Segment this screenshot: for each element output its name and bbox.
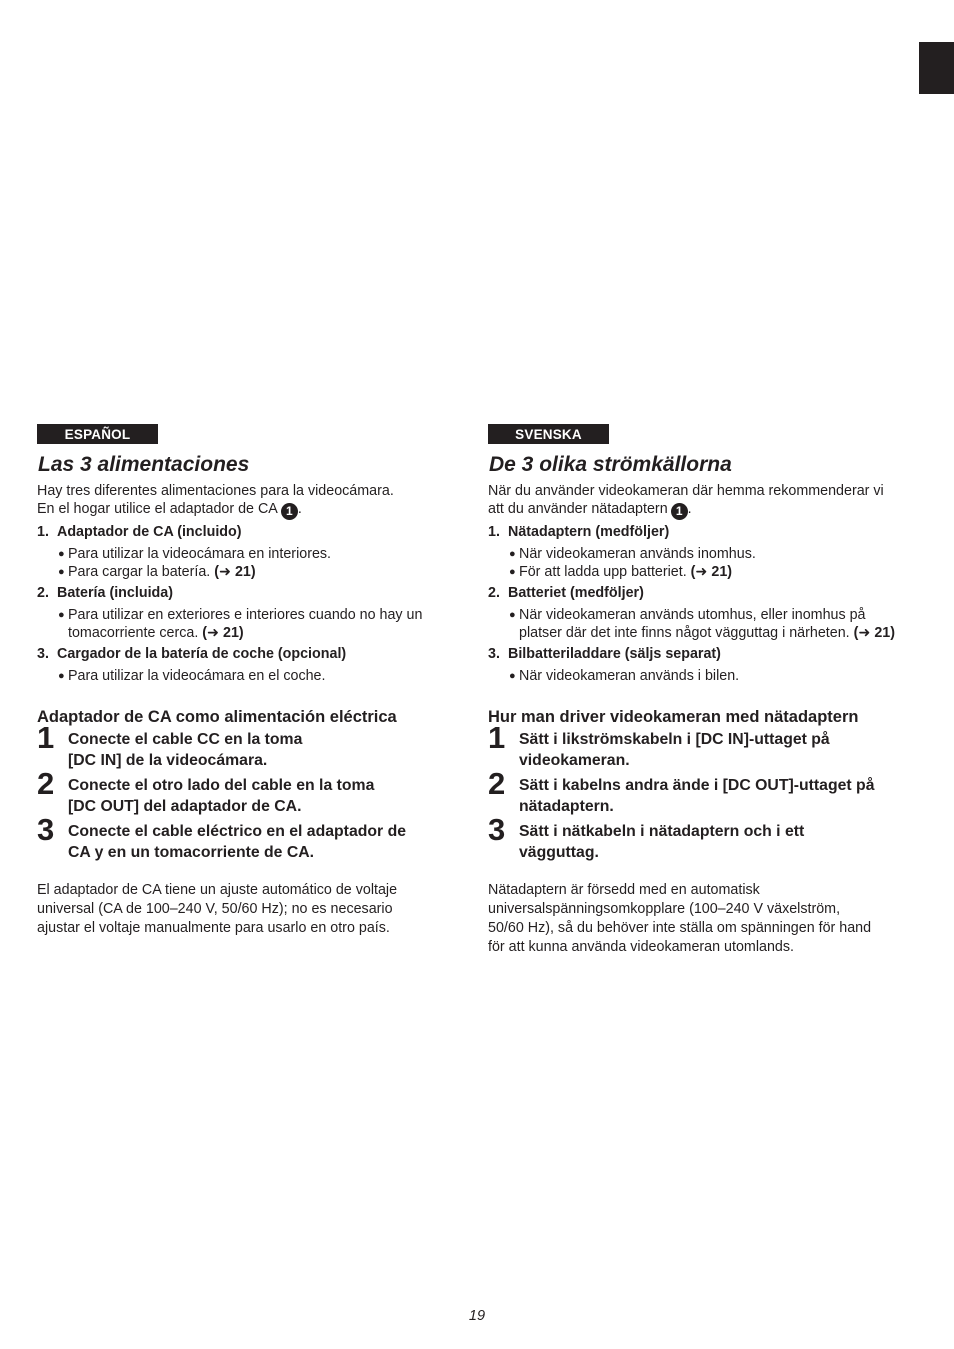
bullet-text: Para utilizar en exteriores e interiores cuando no hay un tomacorriente cerca.	[68, 607, 423, 641]
item-heading	[488, 523, 908, 541]
note-line: ajustar el voltaje manualmente para usarlo en otro país.	[37, 920, 390, 936]
note-line: för att kunna använda videokameran utomlands.	[488, 939, 794, 955]
note-paragraph	[488, 881, 908, 957]
note-line: 50/60 Hz), så du behöver inte ställa om spänningen för hand	[488, 920, 872, 936]
power-source-list	[37, 523, 457, 685]
step-number: 3	[488, 812, 506, 847]
section-title: Las 3 alimentaciones	[38, 453, 250, 476]
item-number: 3.	[488, 646, 500, 662]
bullet-dot-icon: ●	[509, 609, 516, 621]
step-line: videokameran.	[519, 751, 630, 769]
bullet-list	[37, 667, 457, 685]
list-item	[37, 645, 457, 685]
step-item	[37, 720, 457, 771]
item-heading	[488, 584, 908, 602]
bullet-item	[488, 545, 908, 563]
step-number: 1	[488, 720, 506, 755]
step-line: nätadaptern.	[519, 797, 614, 815]
bullet-dot-icon: ●	[509, 670, 516, 682]
language-badge: ESPAÑOL	[37, 424, 158, 444]
bullet-item	[37, 606, 457, 642]
bullet-text: När videokameran används inomhus.	[519, 546, 756, 562]
bullet-text: Para cargar la batería.	[68, 564, 215, 580]
step-line: Conecte el otro lado del cable en la toma	[68, 777, 375, 794]
bullet-text: När videokameran används utomhus, eller inomhus på platser där det inte finns något vägguttag i närheten.	[519, 607, 866, 641]
intro-line-text: att du använder nätadaptern	[488, 501, 668, 517]
step-item	[37, 766, 457, 817]
item-heading	[37, 584, 457, 602]
item-title: Nätadaptern (medföljer)	[508, 524, 670, 540]
bullet-list	[37, 545, 457, 581]
bullet-list	[488, 606, 908, 642]
item-heading	[488, 645, 908, 663]
step-line: [DC OUT] del adaptador de CA.	[68, 797, 302, 815]
bullet-list	[488, 545, 908, 581]
step-line: Sätt i likströmskabeln i [DC IN]-uttaget på	[519, 731, 830, 748]
steps-list	[37, 720, 457, 863]
item-title: Cargador de la batería de coche (opcional)	[57, 646, 347, 662]
item-heading	[37, 645, 457, 663]
step-number: 2	[37, 766, 55, 801]
step-item	[488, 720, 908, 771]
bullet-item	[488, 563, 908, 581]
list-item	[488, 523, 908, 581]
bullet-dot-icon: ●	[58, 670, 65, 682]
note-line: Nätadaptern är försedd med en automatisk	[488, 882, 760, 898]
language-badge: SVENSKA	[488, 424, 609, 444]
step-line: Conecte el cable eléctrico en el adaptador de	[68, 823, 406, 840]
page-reference: (➜ 21)	[690, 564, 733, 580]
note-line: El adaptador de CA tiene un ajuste automático de voltaje	[37, 882, 398, 898]
step-item	[37, 812, 457, 863]
item-number: 3.	[37, 646, 49, 662]
bullet-dot-icon: ●	[509, 548, 516, 560]
step-line: Conecte el cable CC en la toma	[68, 731, 303, 748]
callout-number-marker: 1	[281, 503, 298, 520]
list-item	[488, 584, 908, 642]
item-number: 1.	[37, 524, 49, 540]
intro-text	[488, 482, 908, 520]
note-line: universalspänningsomkopplare (100–240 V växelström,	[488, 901, 841, 917]
intro-line	[488, 500, 908, 520]
note-paragraph	[37, 881, 457, 938]
intro-line	[37, 500, 457, 520]
bullet-item	[488, 667, 908, 685]
item-number: 1.	[488, 524, 500, 540]
item-heading	[37, 523, 457, 541]
step-line: CA y en un tomacorriente de CA.	[68, 843, 315, 861]
step-number: 3	[37, 812, 55, 847]
page-number: 19	[468, 1308, 486, 1324]
bullet-dot-icon: ●	[58, 609, 65, 621]
page-reference: (➜ 21)	[214, 564, 256, 580]
intro-period: .	[687, 501, 692, 517]
item-title: Bilbatteriladdare (säljs separat)	[508, 646, 721, 662]
step-line: Sätt i nätkabeln i nätadaptern och i ett	[519, 823, 805, 840]
item-number: 2.	[37, 585, 49, 601]
section-title: De 3 olika strömkällorna	[489, 453, 732, 476]
bullet-item	[37, 563, 457, 581]
item-number: 2.	[488, 585, 500, 601]
bullet-text: När videokameran används i bilen.	[519, 668, 740, 684]
step-number: 1	[37, 720, 55, 755]
note-line: universal (CA de 100–240 V, 50/60 Hz); no es necesario	[37, 901, 393, 917]
callout-number-marker: 1	[671, 503, 688, 520]
page-reference: (➜ 21)	[202, 625, 244, 641]
column-svenska	[488, 424, 908, 957]
intro-line: När du använder videokameran där hemma rekommenderar vi	[488, 483, 884, 499]
bullet-item	[37, 545, 457, 563]
bullet-item	[37, 667, 457, 685]
page-reference: (➜ 21)	[853, 625, 896, 641]
bullet-text: Para utilizar la videocámara en interiores.	[68, 546, 332, 562]
step-line: Sätt i kabelns andra ände i [DC OUT]-uttaget på	[519, 777, 875, 794]
column-espanol	[37, 424, 457, 938]
step-line: [DC IN] de la videocámara.	[68, 751, 268, 769]
intro-period: .	[297, 501, 302, 517]
step-item	[488, 766, 908, 817]
item-title: Adaptador de CA (incluido)	[57, 524, 242, 540]
item-title: Batería (incluida)	[57, 585, 173, 601]
step-line: vägguttag.	[519, 843, 599, 861]
bullet-dot-icon: ●	[58, 548, 65, 560]
bullet-list	[37, 606, 457, 642]
item-title: Batteriet (medföljer)	[508, 585, 644, 601]
list-item	[37, 584, 457, 642]
step-number: 2	[488, 766, 506, 801]
steps-heading: Hur man driver videokameran med nätadaptern	[488, 708, 859, 726]
page-edge-tab	[919, 42, 954, 94]
bullet-dot-icon: ●	[58, 566, 65, 578]
step-item	[488, 812, 908, 863]
intro-line-text: En el hogar utilice el adaptador de CA	[37, 501, 278, 517]
bullet-dot-icon: ●	[509, 566, 516, 578]
steps-list	[488, 720, 908, 863]
list-item	[37, 523, 457, 581]
list-item	[488, 645, 908, 685]
bullet-text: Para utilizar la videocámara en el coche.	[68, 668, 326, 684]
intro-text	[37, 482, 457, 520]
bullet-text: För att ladda upp batteriet.	[519, 564, 691, 580]
power-source-list	[488, 523, 908, 685]
bullet-item	[488, 606, 908, 642]
steps-heading: Adaptador de CA como alimentación eléctrica	[37, 708, 397, 726]
bullet-list	[488, 667, 908, 685]
intro-line: Hay tres diferentes alimentaciones para la videocámara.	[37, 483, 394, 499]
